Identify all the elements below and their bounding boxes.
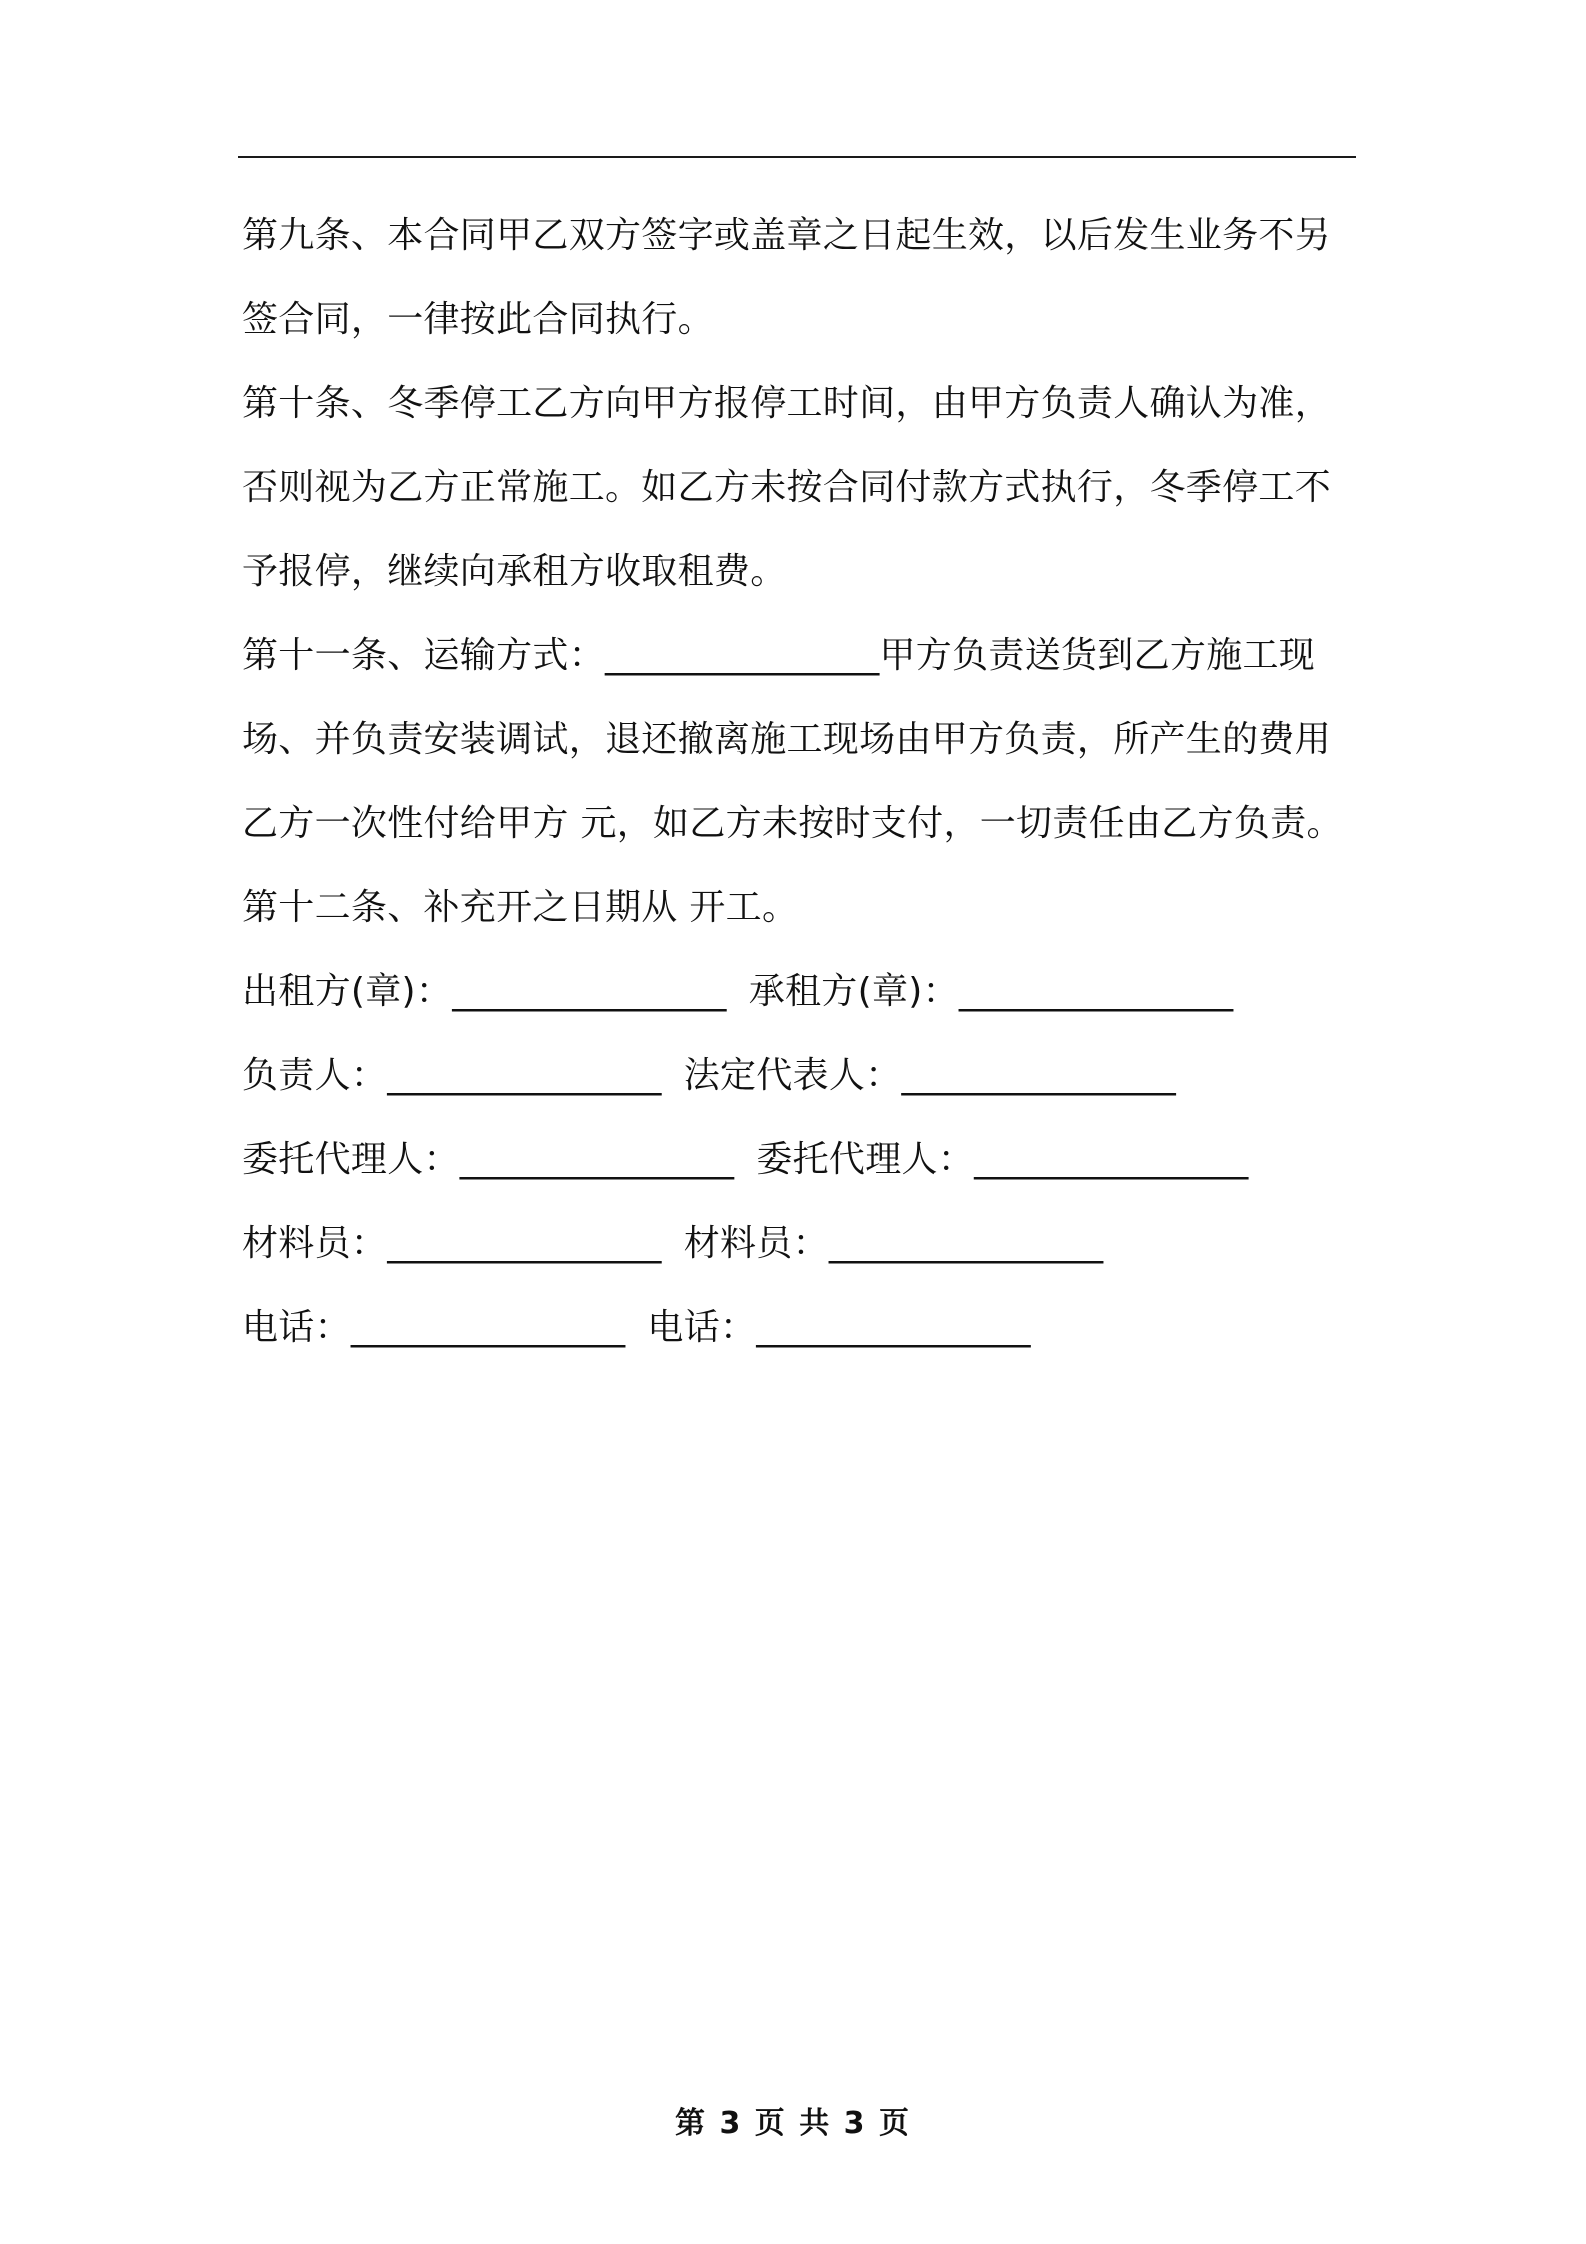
clause-10-line-1: 第十条、冬季停工乙方向甲方报停工时间，由甲方负责人确认为准，	[242, 383, 1332, 424]
lessee-material-clerk-field: 材料员：_______________	[683, 1223, 1104, 1264]
clause-10-line-3: 予报停，继续向承租方收取租费。	[242, 551, 787, 592]
lessee-agent-field: 委托代理人：_______________	[756, 1139, 1249, 1180]
lessor-phone-field: 电话：_______________	[242, 1307, 626, 1348]
clause-10-line-2: 否则视为乙方正常施工。如乙方未按合同付款方式执行，冬季停工不	[242, 467, 1332, 508]
legal-representative-field: 法定代表人：_______________	[683, 1055, 1177, 1096]
clause-9-line-2: 签合同，一律按此合同执行。	[242, 299, 714, 340]
lessee-seal-field: 承租方(章)：_______________	[748, 971, 1234, 1012]
clause-12-line-1: 第十二条、补充开之日期从 开工。	[242, 887, 799, 928]
lessee-phone-field: 电话：_______________	[647, 1307, 1031, 1348]
clause-11-line-3: 乙方一次性付给甲方 元，如乙方未按时支付，一切责任由乙方负责。	[242, 803, 1343, 844]
page-number-footer: 第 3 页 共 3 页	[675, 2106, 911, 2141]
signature-row-lessor	[242, 950, 1360, 1034]
lessor-seal-field: 出租方(章)：_______________	[242, 971, 727, 1012]
responsible-person-field: 负责人：_______________	[242, 1055, 662, 1096]
contract-body	[242, 194, 1360, 1370]
signature-row-material	[242, 1202, 1360, 1286]
clause-11-line-1: 第十一条、运输方式：_______________甲方负责送货到乙方施工现	[242, 635, 1316, 676]
signature-row-responsible	[242, 1034, 1360, 1118]
clause-11-line-2: 场、并负责安装调试，退还撤离施工现场由甲方负责，所产生的费用	[242, 719, 1332, 760]
lessor-agent-field: 委托代理人：_______________	[242, 1139, 735, 1180]
signature-row-phone	[242, 1286, 1360, 1370]
clause-9-line-1: 第九条、本合同甲乙双方签字或盖章之日起生效，以后发生业务不另	[242, 215, 1332, 256]
signature-row-agent	[242, 1118, 1360, 1202]
header-rule	[238, 156, 1356, 158]
lessor-material-clerk-field: 材料员：_______________	[242, 1223, 662, 1264]
